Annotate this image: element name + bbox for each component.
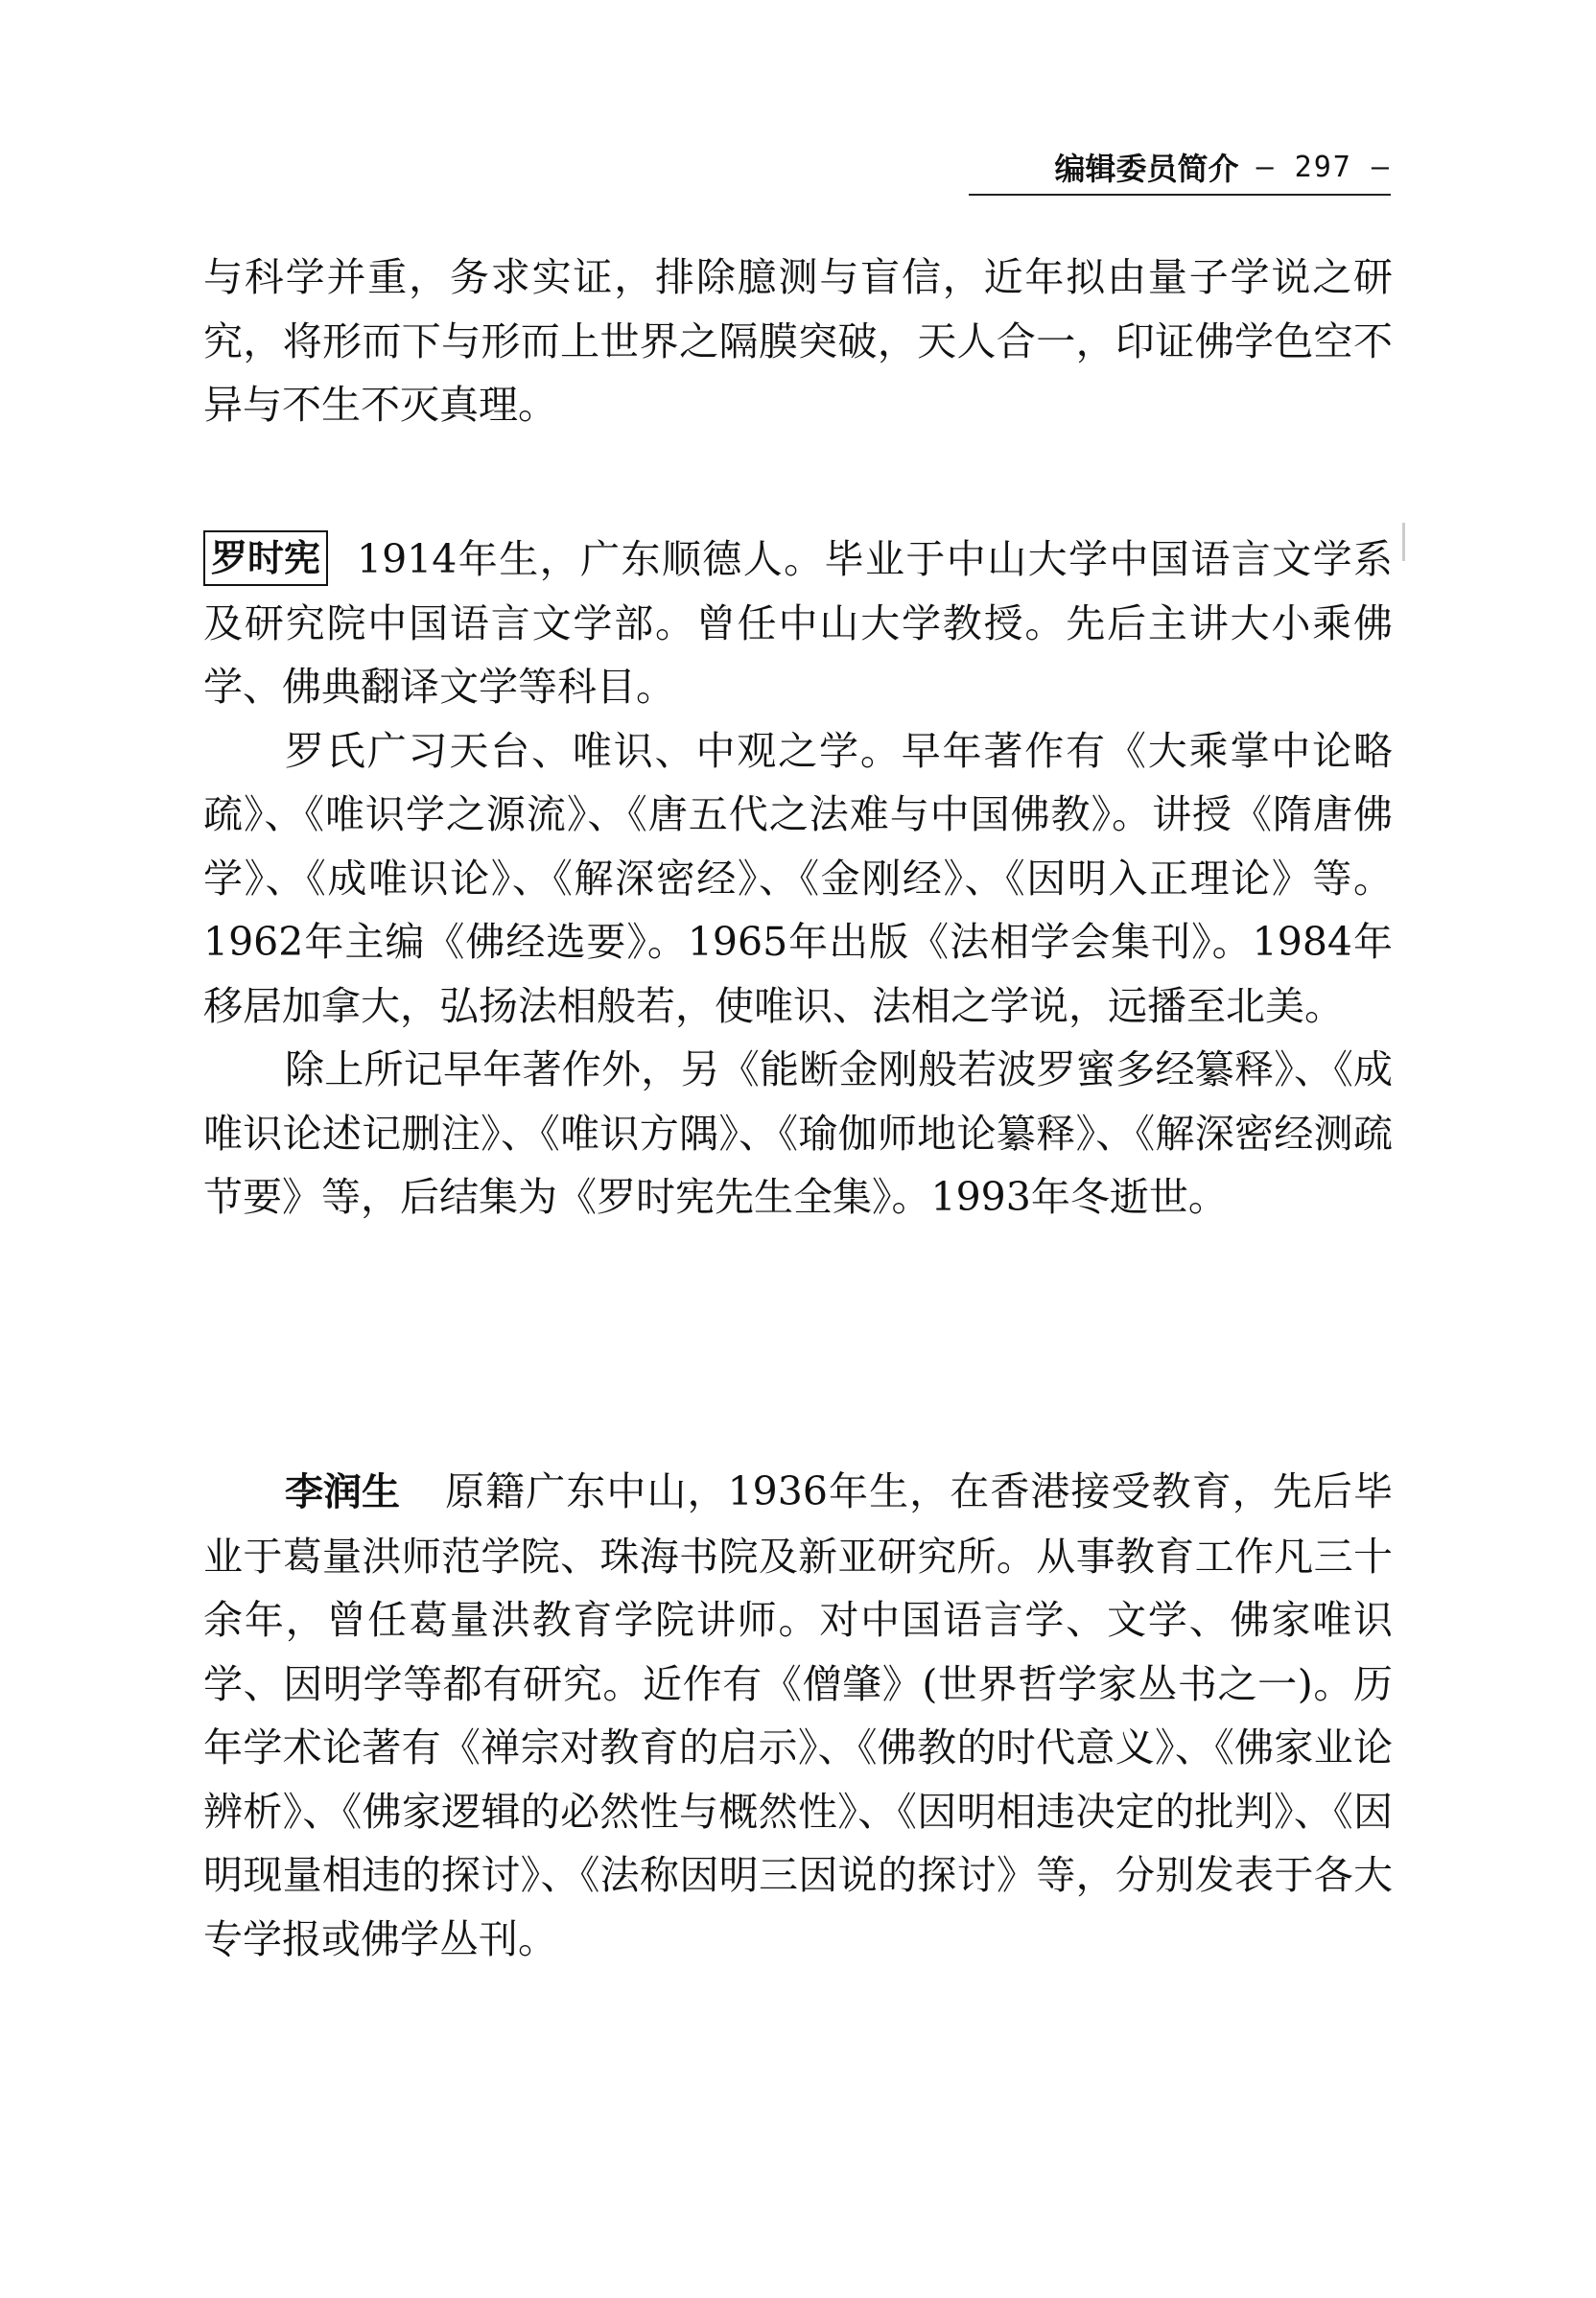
- entry-paragraph: 罗氏广习天台、唯识、中观之学。早年著作有《大乘掌中论略疏》、《唯识学之源流》、《唐五代之法难与中国佛教》。讲授《隋唐佛学》、《成唯识论》、《解深密经》、《金刚经》、《因明入正理论》等。1962年主编《佛经选要》。1965年出版《法相学会集刊》。1984年移居加拿大，弘扬法相般若，使唯识、法相之学说，远播至北美。: [203, 727, 1393, 1029]
- header-rule: [969, 194, 1391, 196]
- running-header: [969, 144, 1391, 190]
- continuation-paragraph: [203, 246, 1393, 437]
- entry-paragraph: [203, 1460, 1393, 1971]
- entry-luo-shixian: [203, 528, 1393, 1230]
- entry-paragraph: [203, 528, 1393, 719]
- entry-name-bold: 李润生: [285, 1470, 400, 1514]
- entry-text: 1914年生，广东顺德人。毕业于中山大学中国语言文学系及研究院中国语言文学部。曾任中山大学教授。先后主讲大小乘佛学、佛典翻译文学等科目。: [203, 536, 1393, 710]
- scan-artifact: [1402, 523, 1405, 561]
- header-section-title: 编辑委员简介: [1054, 151, 1239, 187]
- entry-li-runsheng: [203, 1460, 1393, 1971]
- entry-text: 原籍广东中山，1936年生，在香港接受教育，先后毕业于葛量洪师范学院、珠海书院及新亚研究所。从事教育工作凡三十余年，曾任葛量洪教育学院讲师。对中国语言学、文学、佛家唯识学、因明学等都有研究。近作有《僧肇》(世界哲学家丛书之一)。历年学术论著有《禅宗对教育的启示》、《佛教的时代意义》、《佛家业论辨析》、《佛家逻辑的必然性与概然性》、《因明相违决定的批判》、《因明现量相违的探讨》、《法称因明三因说的探讨》等，分别发表于各大专学报或佛学丛刊。: [203, 1468, 1393, 1962]
- page-number: — 297 —: [1256, 150, 1391, 184]
- entry-paragraph: 除上所记早年著作外，另《能断金刚般若波罗蜜多经纂释》、《成唯识论述记删注》、《唯识方隅》、《瑜伽师地论纂释》、《解深密经测疏节要》等，后结集为《罗时宪先生全集》。1993年冬逝世。: [203, 1046, 1393, 1220]
- continuation-text: 与科学并重，务求实证，排除臆测与盲信，近年拟由量子学说之研究，将形而下与形而上世界之隔膜突破，天人合一，印证佛学色空不异与不生不灭真理。: [203, 254, 1393, 428]
- entry-name-boxed: 罗时宪: [203, 530, 328, 586]
